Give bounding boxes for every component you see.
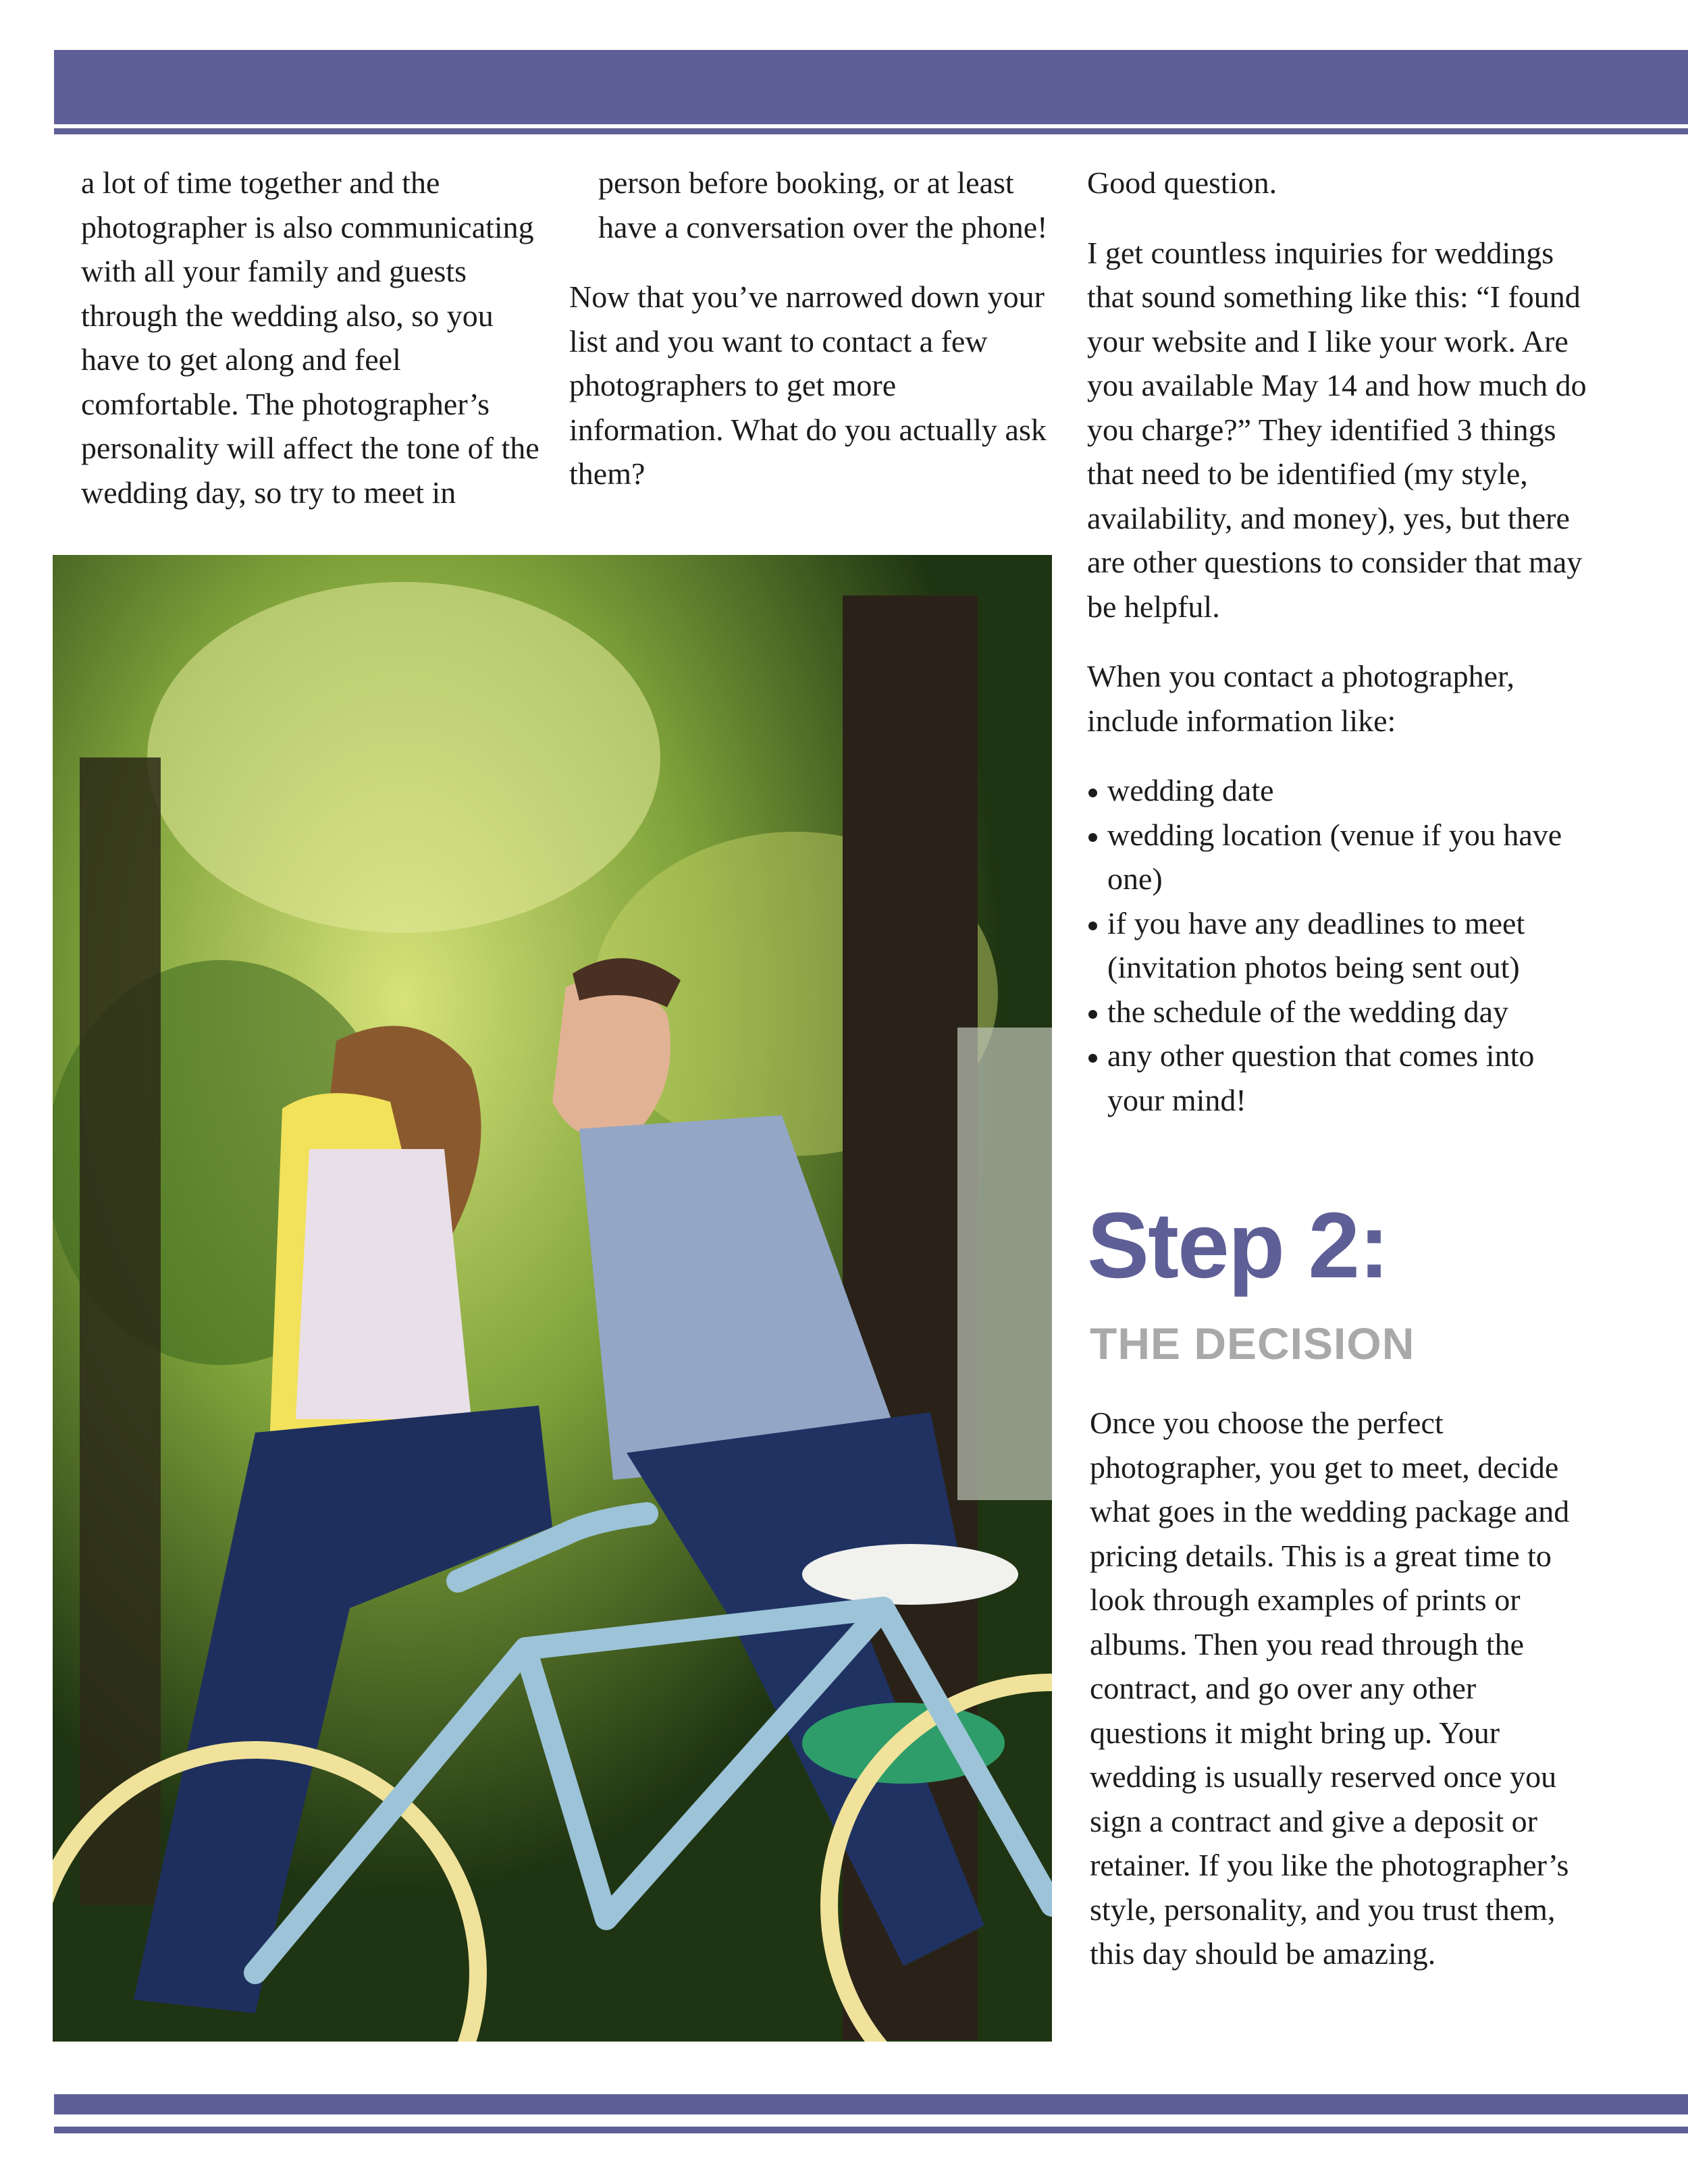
body-paragraph: Now that you’ve narrowed down your list and you want to contact a few photographers to get more information. What do you actually ask them?	[569, 279, 1047, 491]
list-item: wedding date	[1087, 768, 1587, 813]
body-paragraph-continued: person before booking, or at least have a conversation over the phone!	[598, 165, 1048, 244]
body-paragraph: a lot of time together and the photographer is also communicating with all your family and guests through the wedding also, so you have to get along and feel comfortable. The photographer’s personality will affect the tone of the wedding day, so try to meet in	[81, 165, 539, 510]
step-subheading: THE DECISION	[1090, 1319, 1415, 1368]
list-item: wedding location (venue if you have one)	[1087, 813, 1587, 901]
text-column-3	[1087, 161, 1587, 1148]
body-paragraph: I get countless inquiries for weddings that sound something like this: “I found your website and I like your work. Are you available May 14 and how much do you charge?” They identified 3 things that need to be identified (my style, availability, and money), yes, but there are other questions to consider that may be helpful.	[1087, 235, 1587, 624]
answer-line: Good question.	[1087, 165, 1277, 200]
info-bullet-list	[1087, 768, 1587, 1122]
list-item: any other question that comes into your mind!	[1087, 1034, 1587, 1122]
body-paragraph: When you contact a photographer, include information like:	[1087, 659, 1514, 738]
list-item: the schedule of the wedding day	[1087, 990, 1587, 1034]
body-paragraph: Once you choose the perfect photographer, you get to meet, decide what goes in the wedding package and pricing details. This is a great time to look through examples of prints or albums. Then you read through the contract, and go over any other questions it might bring up. Your wedding is usually reserved once you sign a contract and give a deposit or retainer. If you like the photographer’s style, personality, and you trust them, this day should be amazing.	[1090, 1406, 1570, 1971]
header-band	[54, 50, 1688, 124]
header-rule	[54, 128, 1688, 134]
step-text-column	[1090, 1401, 1589, 2002]
footer-band	[54, 2094, 1688, 2114]
list-item: if you have any deadlines to meet (invitation photos being sent out)	[1087, 901, 1587, 990]
footer-rule	[54, 2127, 1688, 2133]
text-column-2	[569, 161, 1055, 522]
text-column-1	[81, 161, 547, 540]
couple-bicycle-photo	[53, 555, 1052, 2042]
step-heading: Step 2:	[1087, 1194, 1389, 1298]
